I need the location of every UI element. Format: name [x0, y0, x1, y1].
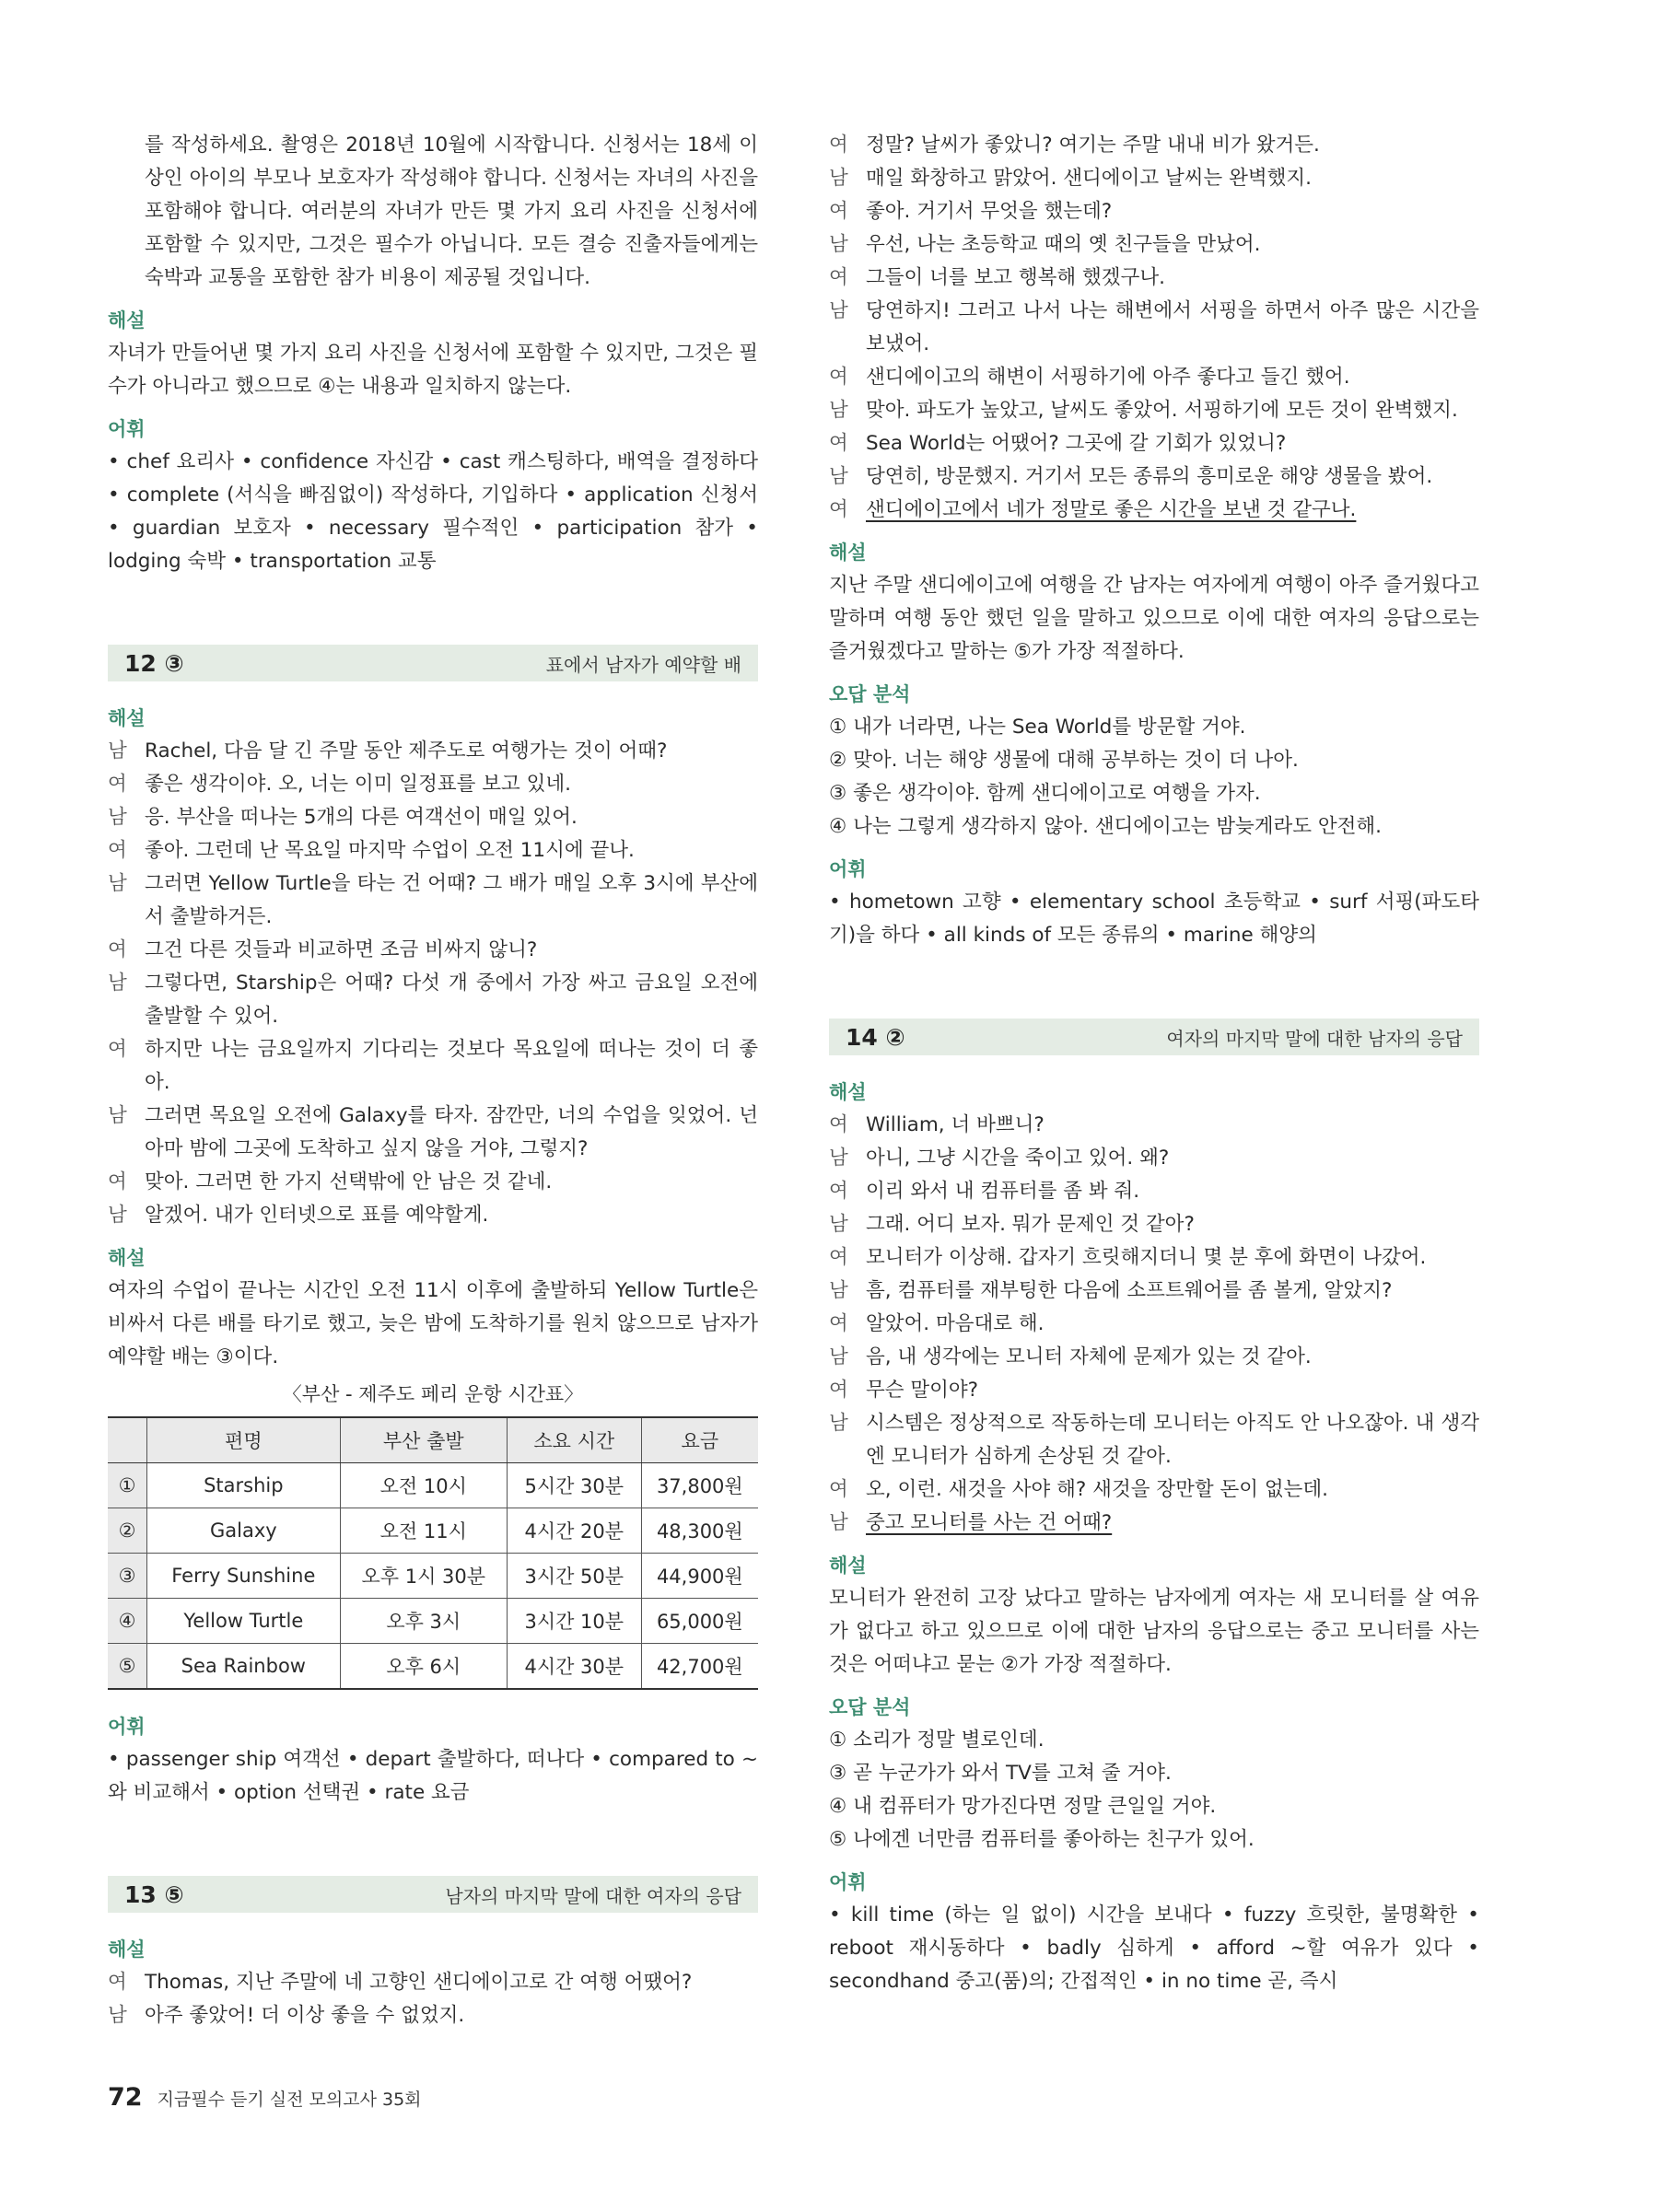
dialogue-text: 좋은 생각이야. 오, 너는 이미 일정표를 보고 있네.: [145, 773, 571, 796]
dialogue-line: [829, 1374, 1479, 1407]
speaker-label: 여: [829, 200, 848, 223]
q13-dialogue-continued: [829, 129, 1479, 527]
table-cell: ①: [108, 1463, 147, 1508]
speaker-label: 남: [829, 1147, 848, 1170]
table-cell: 37,800원: [641, 1463, 758, 1508]
q13-title: 남자의 마지막 말에 대한 여자의 응답: [445, 1884, 741, 1907]
left-column: [108, 129, 758, 2032]
dialogue-text: Thomas, 지난 주말에 네 고향인 샌디에이고로 간 여행 어땠어?: [145, 1971, 693, 1994]
q13-number: 13 ⑤: [124, 1880, 184, 1908]
speaker-label: 남: [108, 806, 127, 829]
table-cell: 4시간 20분: [507, 1508, 641, 1554]
dialogue-line: [829, 228, 1479, 262]
dialogue-line: [108, 967, 758, 1033]
table-header: 요금: [641, 1417, 758, 1463]
speaker-label: 여: [108, 1038, 127, 1061]
q14-eohwi-label: 어휘: [829, 1871, 867, 1893]
q14-header: [829, 1019, 1479, 1055]
speaker-label: 여: [108, 938, 127, 961]
dialogue-line: [829, 295, 1479, 361]
dialogue-text: 우선, 나는 초등학교 때의 옛 친구들을 만났어.: [866, 233, 1261, 256]
dialogue-line: [829, 195, 1479, 228]
q13-haeseol-label: 해설: [829, 541, 867, 564]
odap-item: ② 맞아. 너는 해양 생물에 대해 공부하는 것이 더 나아.: [829, 749, 1299, 772]
odap-item: ③ 곧 누군가가 와서 TV를 고쳐 줄 거야.: [829, 1762, 1172, 1785]
q13-odap-label: 오답 분석: [829, 683, 911, 705]
table-cell: 42,700원: [641, 1644, 758, 1690]
speaker-label: 남: [829, 1412, 848, 1435]
answer-line-underlined: 샌디에이고에서 네가 정말로 좋은 시간을 보낸 것 같구나.: [866, 498, 1357, 521]
dialogue-line: [829, 494, 1479, 527]
table-cell: 65,000원: [641, 1599, 758, 1644]
dialogue-line: [829, 394, 1479, 427]
eohwi-label: 어휘: [108, 418, 146, 440]
table-cell: 오후 1시 30분: [340, 1554, 507, 1599]
dialogue-line: [108, 1999, 758, 2032]
right-column: [829, 129, 1479, 1998]
dialogue-line: [108, 1966, 758, 1999]
odap-item: ③ 좋은 생각이야. 함께 샌디에이고로 여행을 가자.: [829, 782, 1261, 805]
speaker-label: 남: [108, 1104, 127, 1127]
dialogue-line: [829, 1341, 1479, 1374]
table-cell: Galaxy: [147, 1508, 341, 1554]
q14-haeseol2-text: 모니터가 완전히 고장 났다고 말하는 남자에게 여자는 새 모니터를 살 여유가 없다고 하고 있으므로 이에 대한 남자의 응답으로는 중고 모니터를 사는 것은 어떠냐고 묻는 ②가 가장 적절하다.: [829, 1587, 1479, 1676]
table-header: [108, 1417, 147, 1463]
dialogue-line: [829, 262, 1479, 295]
table-row: [108, 1644, 758, 1690]
dialogue-text: Rachel, 다음 달 긴 주말 동안 제주도로 여행가는 것이 어때?: [145, 739, 668, 763]
table-cell: 오전 10시: [340, 1463, 507, 1508]
q13-haeseol-label: 해설: [108, 1938, 146, 1961]
speaker-label: 여: [829, 1379, 848, 1402]
dialogue-text: William, 너 바쁘니?: [866, 1113, 1045, 1136]
dialogue-text: 시스템은 정상적으로 작동하는데 모니터는 아직도 안 나오잖아. 내 생각엔 모니터가 심하게 손상된 것 같아.: [866, 1412, 1479, 1468]
q14-number: 14 ②: [846, 1023, 905, 1051]
q13-haeseol-text: 지난 주말 샌디에이고에 여행을 간 남자는 여자에게 여행이 아주 즐거웠다고 말하며 여행 동안 했던 일을 말하고 있으므로 이에 대한 여자의 응답으로는 즐거웠겠다고 말하는 ⑤가 가장 적절하다.: [829, 574, 1479, 663]
odap-item: ④ 내 컴퓨터가 망가진다면 정말 큰일일 거야.: [829, 1795, 1217, 1818]
dialogue-text: Sea World는 어땠어? 그곳에 갈 기회가 있었니?: [866, 432, 1287, 455]
speaker-label: 여: [829, 432, 848, 455]
dialogue-line: [829, 162, 1479, 195]
speaker-label: 남: [829, 167, 848, 190]
speaker-label: 남: [829, 399, 848, 422]
dialogue-text: 아니, 그냥 시간을 죽이고 있어. 왜?: [866, 1147, 1170, 1170]
speaker-label: 여: [108, 1971, 127, 1994]
dialogue-text: 매일 화창하고 맑았어. 샌디에이고 날씨는 완벽했지.: [866, 167, 1312, 190]
dialogue-line: [108, 867, 758, 934]
table-cell: 48,300원: [641, 1508, 758, 1554]
dialogue-text: 그건 다른 것들과 비교하면 조금 비싸지 않니?: [145, 938, 538, 961]
q12-haeseol2-text: 여자의 수업이 끝나는 시간인 오전 11시 이후에 출발하되 Yellow Turtle은 비싸서 다른 배를 타기로 했고, 늦은 밤에 도착하기를 원치 않으므로 남자가 예약할 배는 ③이다.: [108, 1279, 758, 1368]
speaker-label: 여: [108, 1170, 127, 1193]
dialogue-text: 음, 내 생각에는 모니터 자체에 문제가 있는 것 같아.: [866, 1345, 1312, 1368]
speaker-label: 여: [829, 1113, 848, 1136]
intro-paragraph: 를 작성하세요. 촬영은 2018년 10월에 시작합니다. 신청서는 18세 이상인 아이의 부모나 보호자가 작성해야 합니다. 신청서는 자녀의 사진을 포함해야 합니다. 여러분의 자녀가 만든 몇 가지 요리 사진을 신청서에 포함할 수 있지만, 그것은 필수가 아닙니다. 모든 결승 진출자들에게는 숙박과 교통을 포함한 참가 비용이 제공될 것입니다.: [145, 134, 758, 289]
speaker-label: 여: [829, 134, 848, 157]
table-cell: 5시간 30분: [507, 1463, 641, 1508]
speaker-label: 여: [829, 366, 848, 389]
table-cell: Ferry Sunshine: [147, 1554, 341, 1599]
dialogue-line: [829, 1208, 1479, 1241]
table-cell: ②: [108, 1508, 147, 1554]
table-header: 부산 출발: [340, 1417, 507, 1463]
dialogue-line: [108, 1033, 758, 1100]
dialogue-text: 당연하지! 그러고 나서 나는 해변에서 서핑을 하면서 아주 많은 시간을 보냈어.: [866, 299, 1479, 355]
q12-dialogue: [108, 735, 758, 1232]
dialogue-text: 당연히, 방문했지. 거기서 모든 종류의 흥미로운 해양 생물을 봤어.: [866, 465, 1433, 488]
dialogue-line: [829, 129, 1479, 162]
page-footer: [108, 2083, 422, 2112]
dialogue-line: [108, 1100, 758, 1166]
dialogue-line: [108, 801, 758, 834]
dialogue-text: 모니터가 이상해. 갑자기 흐릿해지더니 몇 분 후에 화면이 나갔어.: [866, 1246, 1427, 1269]
dialogue-text: 하지만 나는 금요일까지 기다리는 것보다 목요일에 떠나는 것이 더 좋아.: [145, 1038, 758, 1094]
dialogue-line: [108, 1166, 758, 1199]
odap-item: ① 소리가 정말 별로인데.: [829, 1729, 1045, 1752]
table-cell: ⑤: [108, 1644, 147, 1690]
dialogue-line: [829, 1109, 1479, 1142]
q12-haeseol2-label: 해설: [108, 1247, 146, 1269]
haeseol-label: 해설: [108, 309, 146, 332]
speaker-label: 남: [829, 465, 848, 488]
dialogue-text: 좋아. 그런데 난 목요일 마지막 수업이 오전 11시에 끝나.: [145, 839, 635, 862]
dialogue-line: [829, 1407, 1479, 1473]
speaker-label: 남: [829, 233, 848, 256]
q12-header: [108, 645, 758, 681]
q14-odap-label: 오답 분석: [829, 1696, 911, 1718]
dialogue-line: [108, 834, 758, 867]
dialogue-line: [108, 934, 758, 967]
dialogue-text: 그러면 목요일 오전에 Galaxy를 타자. 잠깐만, 너의 수업을 잊었어. 넌 아마 밤에 그곳에 도착하고 싶지 않을 거야, 그렇지?: [145, 1104, 758, 1160]
speaker-label: 남: [829, 1511, 848, 1534]
speaker-label: 여: [829, 266, 848, 289]
odap-item: ④ 나는 그렇게 생각하지 않아. 샌디에이고는 밤늦게라도 안전해.: [829, 815, 1383, 838]
dialogue-text: 그렇다면, Starship은 어때? 다섯 개 중에서 가장 싸고 금요일 오전에 출발할 수 있어.: [145, 972, 758, 1028]
dialogue-text: 알겠어. 내가 인터넷으로 표를 예약할게.: [145, 1204, 489, 1227]
eohwi-text: • chef 요리사 • confidence 자신감 • cast 캐스팅하다, 배역을 결정하다 • complete (서식을 빠짐없이) 작성하다, 기입하다 • application 신청서 • guardian 보호자 • necessary 필수적인 • participation 참가 • lodging 숙박 • transportation 교통: [108, 450, 758, 573]
q12-title: 표에서 남자가 예약할 배: [545, 653, 741, 676]
table-cell: 3시간 10분: [507, 1599, 641, 1644]
speaker-label: 여: [829, 1478, 848, 1501]
speaker-label: 남: [108, 872, 127, 895]
q14-haeseol2-label: 해설: [829, 1554, 867, 1577]
speaker-label: 여: [829, 1312, 848, 1335]
dialogue-text: 맞아. 파도가 높았고, 날씨도 좋았어. 서핑하기에 모든 것이 완벽했지.: [866, 399, 1458, 422]
q14-eohwi-text: • kill time (하는 일 없이) 시간을 보내다 • fuzzy 흐릿한, 불명확한 • reboot 재시동하다 • badly 심하게 • afford ~할 여유가 있다 • secondhand 중고(품)의; 간접적인 • in no time 곧, 즉시: [829, 1903, 1479, 1993]
odap-item: ⑤ 나에겐 너만큼 컴퓨터를 좋아하는 친구가 있어.: [829, 1828, 1255, 1851]
dialogue-line: [108, 1199, 758, 1232]
dialogue-text: 이리 와서 내 컴퓨터를 좀 봐 줘.: [866, 1180, 1140, 1203]
dialogue-text: 아주 좋았어! 더 이상 좋을 수 없었지.: [145, 2004, 465, 2027]
dialogue-line: [829, 460, 1479, 494]
q14-dialogue: [829, 1109, 1479, 1540]
speaker-label: 남: [829, 1345, 848, 1368]
book-title: 지금필수 듣기 실전 모의고사 35회: [157, 2090, 422, 2110]
table-cell: 오전 11시: [340, 1508, 507, 1554]
dialogue-text: 알았어. 마음대로 해.: [866, 1312, 1045, 1335]
table-cell: 3시간 50분: [507, 1554, 641, 1599]
haeseol-text: 자녀가 만들어낸 몇 가지 요리 사진을 신청서에 포함할 수 있지만, 그것은 필수가 아니라고 했으므로 ④는 내용과 일치하지 않는다.: [108, 342, 758, 398]
dialogue-line: [108, 768, 758, 801]
answer-line-underlined: 중고 모니터를 사는 건 어때?: [866, 1511, 1113, 1534]
dialogue-text: 샌디에이고의 해변이 서핑하기에 아주 좋다고 들긴 했어.: [866, 366, 1350, 389]
table-row: [108, 1554, 758, 1599]
dialogue-text: 좋아. 거기서 무엇을 했는데?: [866, 200, 1113, 223]
table-cell: Starship: [147, 1463, 341, 1508]
table-cell: 44,900원: [641, 1554, 758, 1599]
table-cell: 오후 3시: [340, 1599, 507, 1644]
table-row: [108, 1599, 758, 1644]
speaker-label: 남: [829, 1213, 848, 1236]
dialogue-line: [829, 1308, 1479, 1341]
dialogue-line: [829, 1175, 1479, 1208]
q13-eohwi-text: • hometown 고향 • elementary school 초등학교 • surf 서핑(파도타기)을 하다 • all kinds of 모든 종류의 • marine 해양의: [829, 891, 1479, 947]
speaker-label: 여: [829, 1246, 848, 1269]
table-title: 〈부산 - 제주도 페리 운항 시간표〉: [282, 1383, 584, 1405]
speaker-label: 남: [108, 2004, 127, 2027]
table-cell: Yellow Turtle: [147, 1599, 341, 1644]
dialogue-text: 정말? 날씨가 좋았니? 여기는 주말 내내 비가 왔거든.: [866, 134, 1320, 157]
q13-header: [108, 1876, 758, 1913]
q14-haeseol-label: 해설: [829, 1081, 867, 1103]
dialogue-text: 오, 이런. 새것을 사야 해? 새것을 장만할 돈이 없는데.: [866, 1478, 1328, 1501]
speaker-label: 남: [829, 299, 848, 322]
table-header: 소요 시간: [507, 1417, 641, 1463]
speaker-label: 여: [829, 498, 848, 521]
speaker-label: 남: [829, 1279, 848, 1302]
q12-eohwi-label: 어휘: [108, 1716, 146, 1738]
odap-item: ① 내가 너라면, 나는 Sea World를 방문할 거야.: [829, 716, 1246, 739]
dialogue-text: 응. 부산을 떠나는 5개의 다른 여객선이 매일 있어.: [145, 806, 578, 829]
q12-haeseol-label: 해설: [108, 707, 146, 729]
speaker-label: 남: [108, 739, 127, 763]
dialogue-text: 그들이 너를 보고 행복해 했겠구나.: [866, 266, 1165, 289]
table-row: [108, 1463, 758, 1508]
table-header-row: [108, 1417, 758, 1463]
speaker-label: 남: [108, 972, 127, 995]
speaker-label: 남: [108, 1204, 127, 1227]
dialogue-text: 그래. 어디 보자. 뭐가 문제인 것 같아?: [866, 1213, 1195, 1236]
dialogue-text: 흠, 컴퓨터를 재부팅한 다음에 소프트웨어를 좀 볼게, 알았지?: [866, 1279, 1393, 1302]
dialogue-line: [829, 1507, 1479, 1540]
dialogue-line: [108, 735, 758, 768]
table-cell: Sea Rainbow: [147, 1644, 341, 1690]
dialogue-line: [829, 1473, 1479, 1507]
speaker-label: 여: [108, 839, 127, 862]
table-cell: 4시간 30분: [507, 1644, 641, 1690]
ferry-schedule-table: [108, 1416, 758, 1690]
dialogue-line: [829, 1142, 1479, 1175]
q12-eohwi-text: • passenger ship 여객선 • depart 출발하다, 떠나다 • compared to ~와 비교해서 • option 선택권 • rate 요금: [108, 1748, 758, 1804]
dialogue-text: 그러면 Yellow Turtle을 타는 건 어때? 그 배가 매일 오후 3시에 부산에서 출발하거든.: [145, 872, 758, 928]
dialogue-line: [829, 1275, 1479, 1308]
table-row: [108, 1508, 758, 1554]
q13-eohwi-label: 어휘: [829, 858, 867, 880]
dialogue-text: 무슨 말이야?: [866, 1379, 979, 1402]
speaker-label: 여: [108, 773, 127, 796]
q12-number: 12 ③: [124, 649, 184, 677]
table-header: 편명: [147, 1417, 341, 1463]
page-number: 72: [108, 2083, 143, 2112]
dialogue-line: [829, 361, 1479, 394]
dialogue-line: [829, 1241, 1479, 1275]
table-cell: ④: [108, 1599, 147, 1644]
dialogue-line: [829, 427, 1479, 460]
table-cell: 오후 6시: [340, 1644, 507, 1690]
speaker-label: 여: [829, 1180, 848, 1203]
dialogue-text: 맞아. 그러면 한 가지 선택밖에 안 남은 것 같네.: [145, 1170, 553, 1193]
q14-title: 여자의 마지막 말에 대한 남자의 응답: [1166, 1027, 1463, 1050]
table-cell: ③: [108, 1554, 147, 1599]
